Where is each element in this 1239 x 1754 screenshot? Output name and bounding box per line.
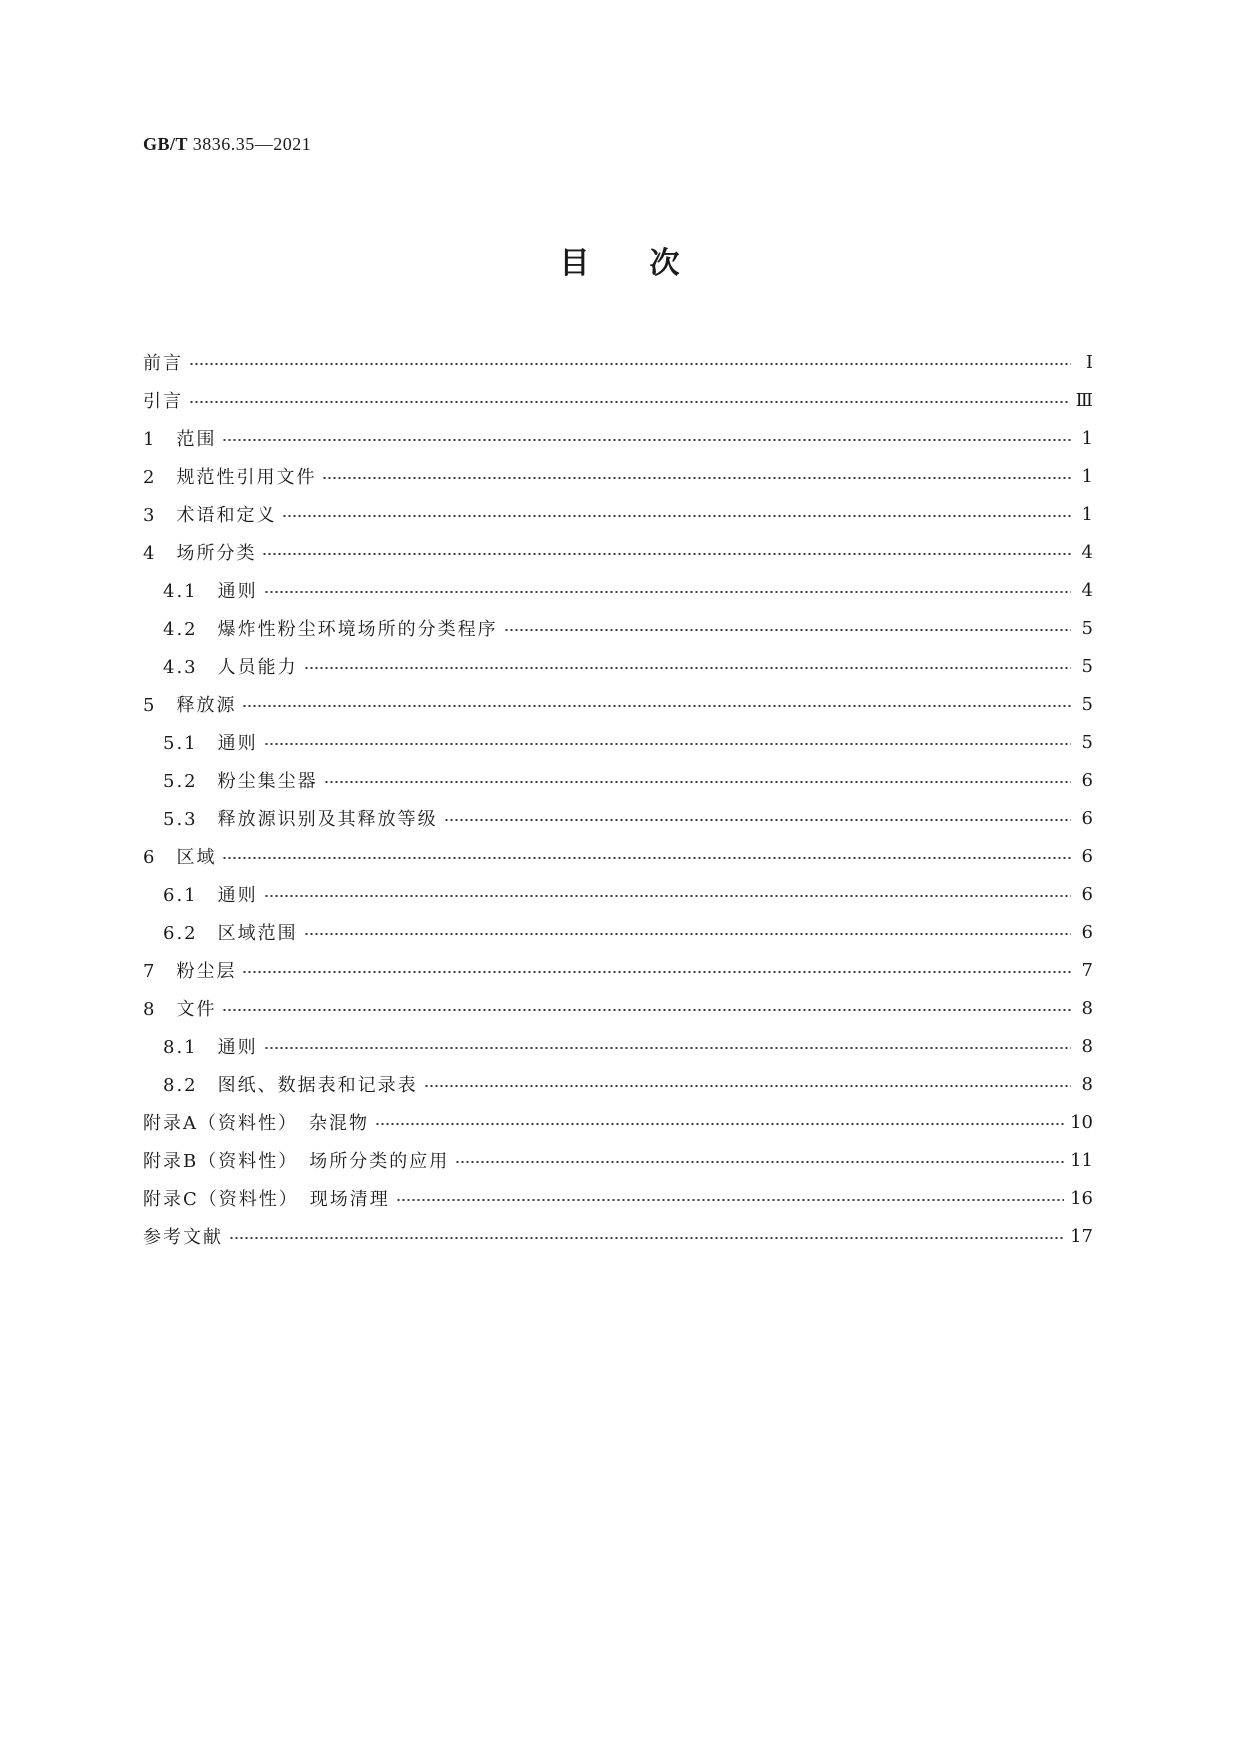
toc-entry[interactable] bbox=[143, 951, 1093, 989]
toc-entry-label: 附录A（资料性） 杂混物 bbox=[143, 1113, 369, 1134]
toc-page-number: 8 bbox=[1081, 997, 1093, 1019]
toc-dot-leader bbox=[264, 895, 1071, 897]
toc-page-number: 5 bbox=[1081, 693, 1093, 715]
toc-entry-label: 4 场所分类 bbox=[143, 543, 257, 564]
toc-entry[interactable] bbox=[143, 1027, 1093, 1065]
toc-dot-leader bbox=[424, 1085, 1071, 1087]
toc-entry[interactable] bbox=[143, 1103, 1093, 1141]
toc-page-number: 6 bbox=[1081, 845, 1093, 867]
toc-page-number: 11 bbox=[1070, 1149, 1093, 1171]
toc-page-number: 10 bbox=[1070, 1111, 1093, 1133]
toc-dot-leader bbox=[264, 1047, 1071, 1049]
toc-page-number: 6 bbox=[1081, 921, 1093, 943]
toc-page-number: 6 bbox=[1081, 769, 1093, 791]
toc-entry[interactable] bbox=[143, 723, 1093, 761]
toc-dot-leader bbox=[222, 857, 1071, 859]
toc-dot-leader bbox=[264, 743, 1071, 745]
toc-dot-leader bbox=[189, 363, 1071, 365]
toc-entry-label: 引言 bbox=[143, 391, 183, 412]
toc-entry-label: 2 规范性引用文件 bbox=[143, 467, 317, 488]
toc-entry[interactable] bbox=[143, 457, 1093, 495]
toc-page-number: 4 bbox=[1081, 579, 1093, 601]
toc-dot-leader bbox=[282, 515, 1071, 517]
toc-page-number: 1 bbox=[1081, 503, 1093, 525]
toc-entry-label: 8.1 通则 bbox=[163, 1037, 258, 1058]
toc-page-number: 17 bbox=[1070, 1225, 1093, 1247]
toc-entry-label: 6.1 通则 bbox=[163, 885, 258, 906]
table-of-contents bbox=[143, 343, 1093, 1255]
toc-entry[interactable] bbox=[143, 571, 1093, 609]
toc-entry-label: 6 区域 bbox=[143, 847, 217, 868]
toc-dot-leader bbox=[322, 477, 1071, 479]
toc-entry[interactable] bbox=[143, 419, 1093, 457]
toc-page-number: 1 bbox=[1081, 427, 1093, 449]
toc-entry-label: 8 文件 bbox=[143, 999, 217, 1020]
toc-entry-label: 8.2 图纸、数据表和记录表 bbox=[163, 1075, 418, 1096]
toc-entry[interactable] bbox=[143, 875, 1093, 913]
standard-prefix: GB/T bbox=[143, 134, 188, 154]
toc-entry[interactable] bbox=[143, 913, 1093, 951]
toc-entry-label: 4.1 通则 bbox=[163, 581, 258, 602]
toc-dot-leader bbox=[396, 1199, 1064, 1201]
toc-page-number: 16 bbox=[1070, 1187, 1093, 1209]
toc-dot-leader bbox=[229, 1237, 1064, 1239]
toc-entry-label: 附录C（资料性） 现场清理 bbox=[143, 1189, 390, 1210]
toc-entry[interactable] bbox=[143, 1179, 1093, 1217]
toc-entry-label: 前言 bbox=[143, 353, 183, 374]
toc-page-number: Ⅰ bbox=[1085, 351, 1093, 373]
toc-dot-leader bbox=[242, 705, 1071, 707]
toc-page-number: 5 bbox=[1081, 617, 1093, 639]
toc-entry-label: 4.3 人员能力 bbox=[163, 657, 298, 678]
toc-page-number: 6 bbox=[1081, 807, 1093, 829]
toc-entry-label: 附录B（资料性） 场所分类的应用 bbox=[143, 1151, 450, 1172]
toc-dot-leader bbox=[444, 819, 1071, 821]
toc-entry-label: 5 释放源 bbox=[143, 695, 237, 716]
toc-title: 目次 bbox=[559, 246, 740, 281]
toc-dot-leader bbox=[222, 439, 1071, 441]
toc-dot-leader bbox=[264, 591, 1071, 593]
toc-page-number: 7 bbox=[1081, 959, 1093, 981]
toc-entry[interactable] bbox=[143, 685, 1093, 723]
toc-entry[interactable] bbox=[143, 647, 1093, 685]
toc-entry-label: 4.2 爆炸性粉尘环境场所的分类程序 bbox=[163, 619, 498, 640]
toc-page-number: 8 bbox=[1081, 1035, 1093, 1057]
toc-entry[interactable] bbox=[143, 761, 1093, 799]
toc-entry-label: 3 术语和定义 bbox=[143, 505, 277, 526]
toc-page-number: Ⅲ bbox=[1075, 389, 1093, 411]
toc-page-number: 6 bbox=[1081, 883, 1093, 905]
toc-dot-leader bbox=[222, 1009, 1071, 1011]
toc-entry[interactable] bbox=[143, 381, 1093, 419]
toc-entry-label: 5.1 通则 bbox=[163, 733, 258, 754]
toc-dot-leader bbox=[304, 933, 1071, 935]
toc-entry[interactable] bbox=[143, 343, 1093, 381]
standard-number: 3836.35—2021 bbox=[192, 134, 312, 154]
toc-entry[interactable] bbox=[143, 609, 1093, 647]
toc-entry[interactable] bbox=[143, 495, 1093, 533]
toc-page-number: 5 bbox=[1081, 655, 1093, 677]
standard-code bbox=[143, 134, 311, 155]
toc-page-number: 5 bbox=[1081, 731, 1093, 753]
toc-dot-leader bbox=[304, 667, 1071, 669]
toc-entry[interactable] bbox=[143, 1141, 1093, 1179]
toc-entry-label: 5.2 粉尘集尘器 bbox=[163, 771, 318, 792]
toc-entry[interactable] bbox=[143, 533, 1093, 571]
toc-page-number: 8 bbox=[1081, 1073, 1093, 1095]
toc-entry[interactable] bbox=[143, 989, 1093, 1027]
toc-entry-label: 7 粉尘层 bbox=[143, 961, 237, 982]
toc-entry[interactable] bbox=[143, 1217, 1093, 1255]
toc-page-number: 4 bbox=[1081, 541, 1093, 563]
toc-entry[interactable] bbox=[143, 1065, 1093, 1103]
toc-dot-leader bbox=[504, 629, 1071, 631]
toc-dot-leader bbox=[324, 781, 1071, 783]
toc-dot-leader bbox=[455, 1161, 1064, 1163]
toc-entry-label: 5.3 释放源识别及其释放等级 bbox=[163, 809, 438, 830]
toc-dot-leader bbox=[189, 401, 1070, 403]
toc-entry-label: 6.2 区域范围 bbox=[163, 923, 298, 944]
toc-dot-leader bbox=[375, 1123, 1064, 1125]
toc-entry-label: 参考文献 bbox=[143, 1227, 223, 1248]
toc-dot-leader bbox=[242, 971, 1071, 973]
toc-page-number: 1 bbox=[1081, 465, 1093, 487]
toc-dot-leader bbox=[262, 553, 1071, 555]
toc-entry-label: 1 范围 bbox=[143, 429, 217, 450]
toc-entry[interactable] bbox=[143, 837, 1093, 875]
toc-entry[interactable] bbox=[143, 799, 1093, 837]
